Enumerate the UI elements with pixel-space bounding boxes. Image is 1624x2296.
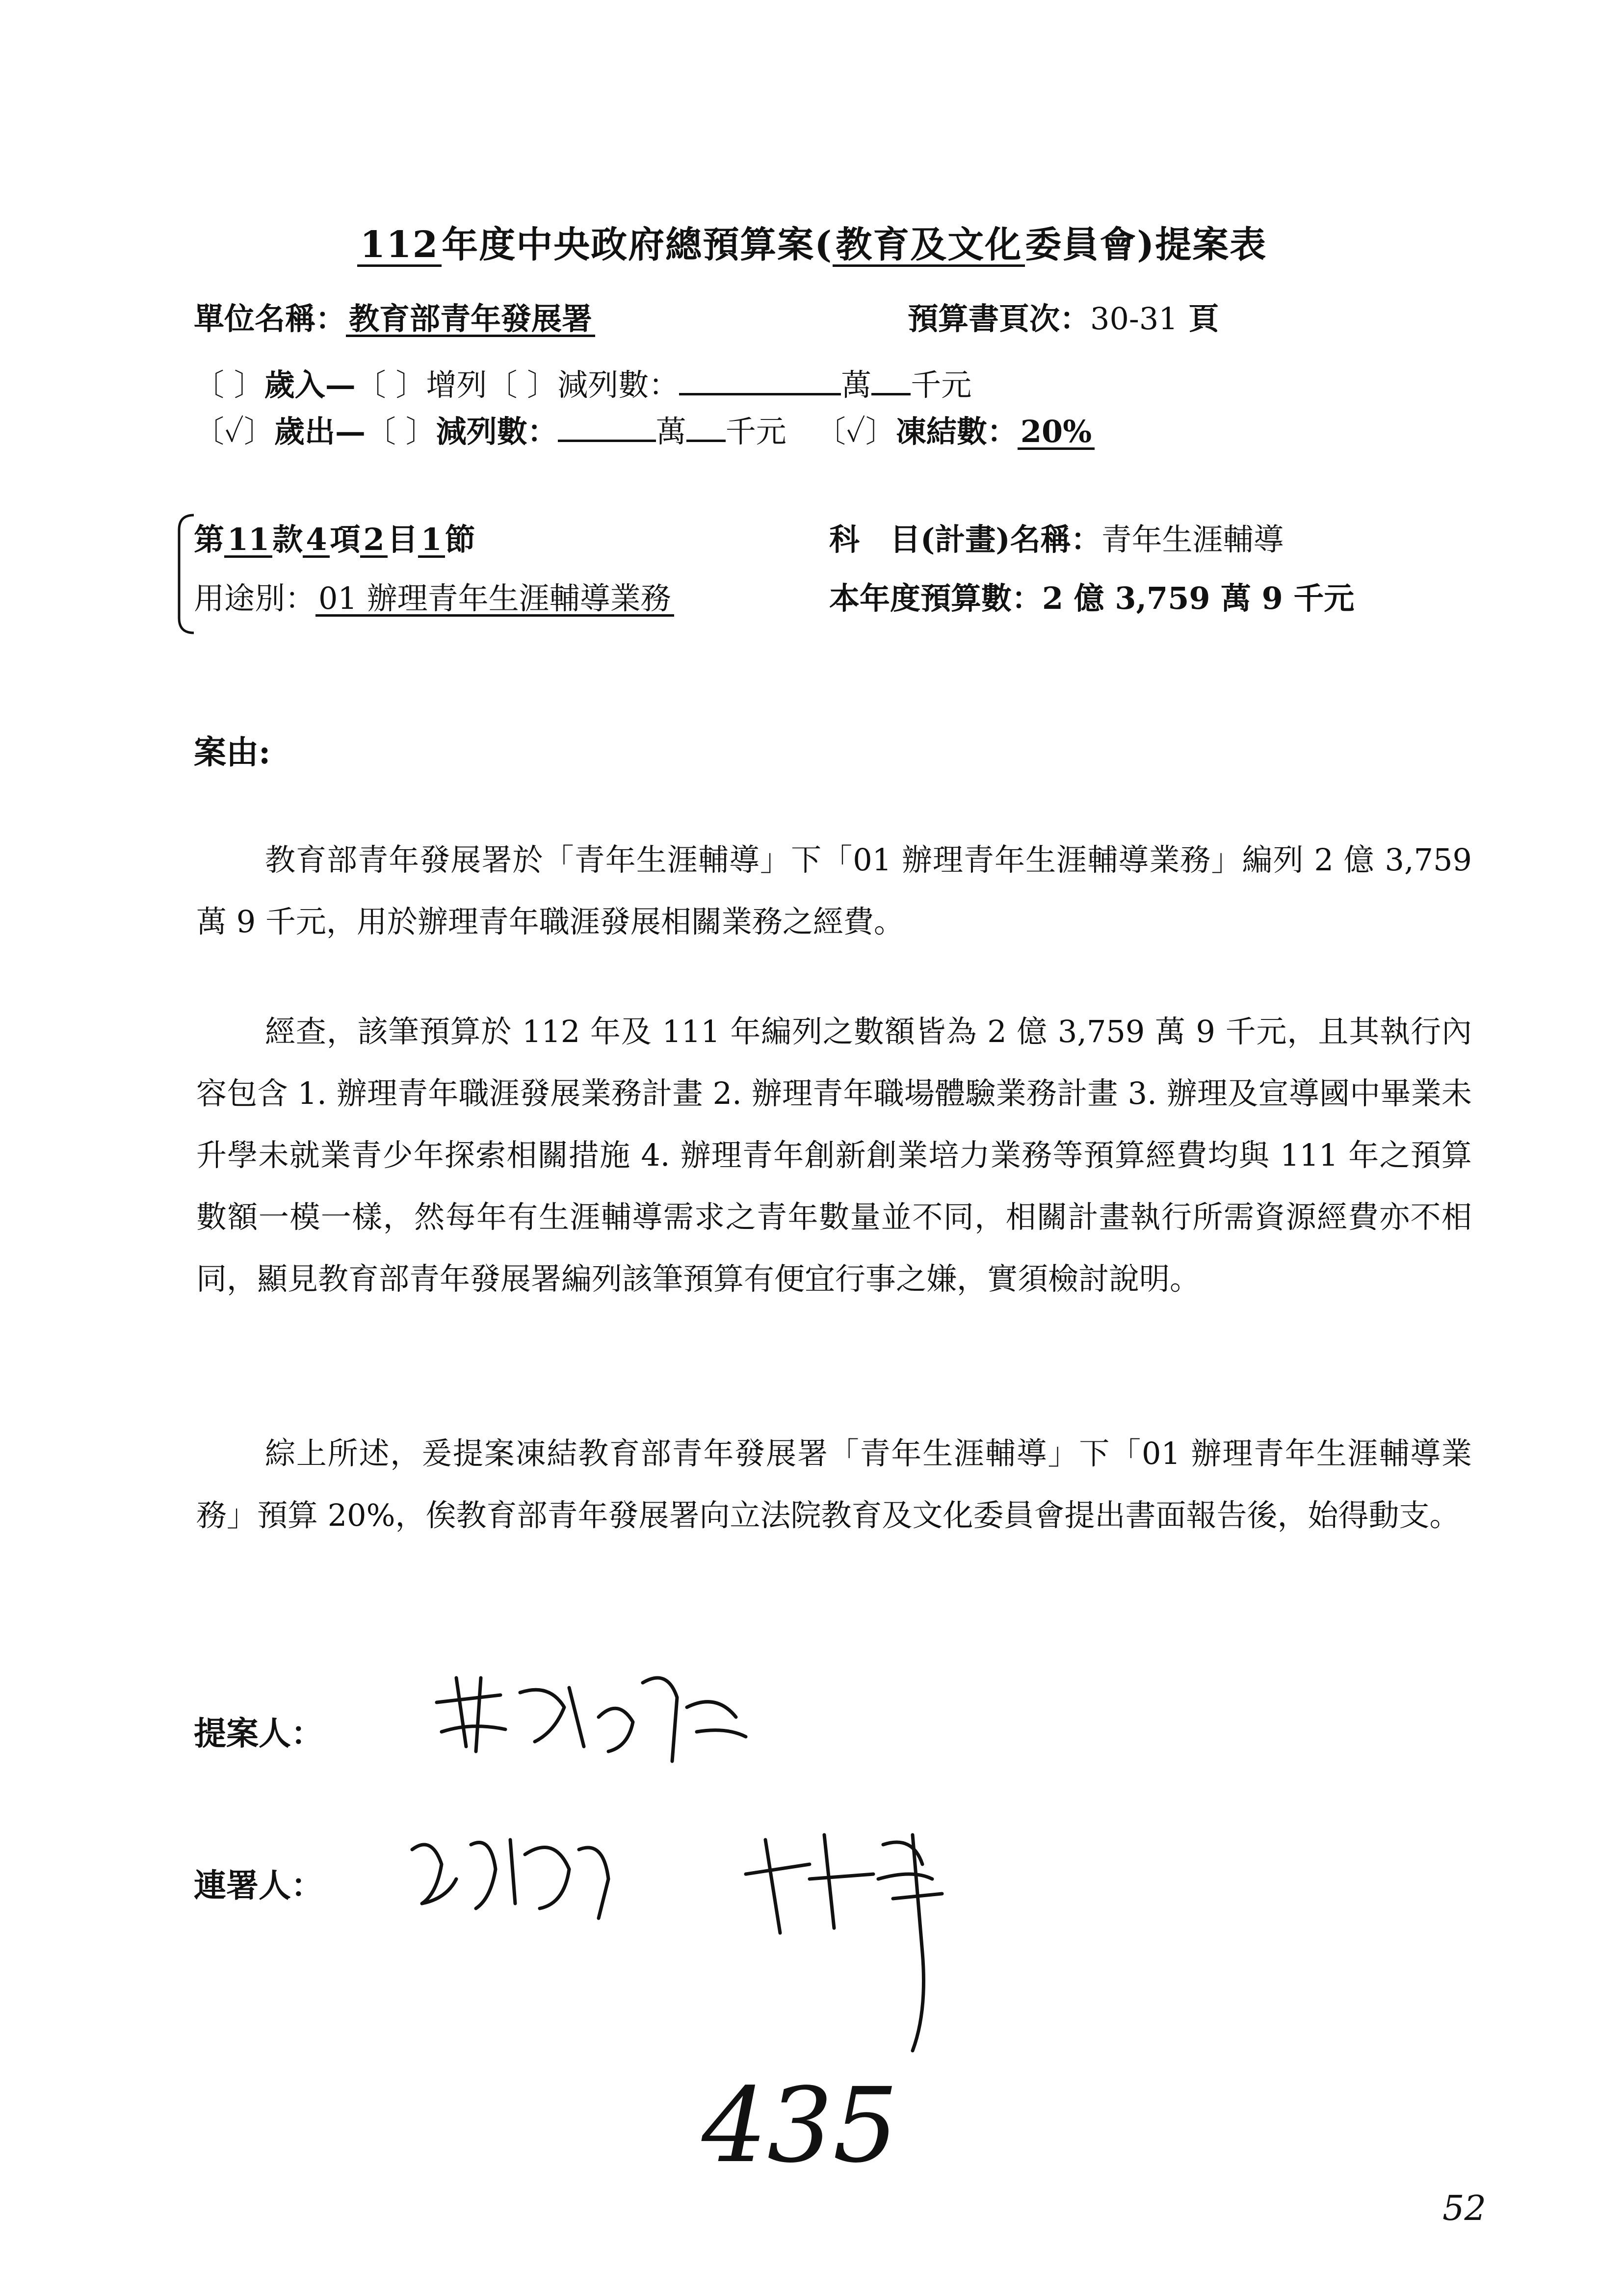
page-mark: 52 bbox=[1442, 2188, 1487, 2228]
page-unit: 頁 bbox=[1188, 301, 1219, 337]
page-title bbox=[0, 216, 1624, 268]
jie-number: 1 bbox=[418, 523, 445, 558]
exp-decrease-label: 減列數： bbox=[436, 414, 558, 449]
mu-number: 2 bbox=[360, 523, 387, 558]
proposer-label: 提案人： bbox=[194, 1714, 323, 1752]
page-label: 預算書頁次： bbox=[908, 301, 1091, 337]
reason-paragraph-1: 教育部青年發展署於「青年生涯輔導」下「01 辦理青年生涯輔導業務」編列 2 億 3,759 萬 9 千元，用於辦理青年職涯發展相關業務之經費。 bbox=[196, 842, 1472, 939]
decrease-label: 減列數： bbox=[557, 367, 680, 403]
increase-checkbox: 〔 〕 bbox=[355, 367, 426, 403]
kuan-number: 11 bbox=[224, 523, 272, 558]
proposer-signature bbox=[422, 1648, 775, 1776]
handwritten-number: 435 bbox=[702, 2065, 898, 2186]
cosigner-label: 連署人： bbox=[194, 1866, 323, 1905]
kuan-label: 款 bbox=[272, 522, 303, 557]
qian-blank bbox=[871, 365, 911, 395]
subject-value: 青年生涯輔導 bbox=[1101, 522, 1284, 557]
usage-label: 用途別： bbox=[194, 580, 316, 616]
wan-label: 萬 bbox=[841, 367, 872, 403]
unit-value: 教育部青年發展署 bbox=[346, 303, 595, 337]
title-end: 委員會)提案表 bbox=[1025, 224, 1267, 266]
classification-row bbox=[194, 515, 475, 559]
di-label: 第 bbox=[194, 522, 225, 557]
cosigner-signatures bbox=[393, 1805, 1079, 2061]
reason-heading: 案由: bbox=[194, 733, 271, 771]
decrease-checkbox: 〔 〕 bbox=[487, 367, 558, 403]
page-value: 30-31 bbox=[1090, 301, 1178, 337]
subject-label: 科 目(計畫)名稱： bbox=[829, 522, 1101, 557]
wan-blank bbox=[679, 365, 841, 395]
freeze-label: 凍結數： bbox=[895, 414, 1018, 449]
usage-row bbox=[194, 574, 674, 618]
title-committee: 教育及文化 bbox=[833, 226, 1025, 267]
subject-row bbox=[829, 515, 1284, 559]
increase-label: 增列 bbox=[426, 367, 487, 403]
revenue-line bbox=[194, 361, 971, 404]
expenditure-label: 歲出— bbox=[274, 414, 366, 449]
revenue-checkbox: 〔 〕 bbox=[194, 367, 264, 403]
unit-label: 單位名稱： bbox=[194, 301, 346, 337]
exp-wan-blank bbox=[558, 411, 656, 442]
exp-qian-blank bbox=[686, 411, 726, 442]
unit-row bbox=[194, 294, 595, 338]
usage-value: 01 辦理青年生涯輔導業務 bbox=[315, 582, 674, 617]
qian-label: 千元 bbox=[911, 367, 972, 403]
title-mid: 年度中央政府總預算案( bbox=[442, 224, 833, 266]
reason-paragraph-3: 綜上所述，爰提案凍結教育部青年發展署「青年生涯輔導」下「01 辦理青年生涯輔導業務」預算 20%，俟教育部青年發展署向立法院教育及文化委員會提出書面報告後，始得動支。 bbox=[196, 1435, 1472, 1533]
page-ref-row bbox=[908, 294, 1219, 338]
jie-label: 節 bbox=[445, 522, 475, 557]
mu-label: 目 bbox=[387, 522, 418, 557]
freeze-checkbox: 〔✓〕 bbox=[815, 414, 896, 449]
budget-row bbox=[829, 574, 1354, 618]
title-year: 112 bbox=[357, 226, 442, 267]
expenditure-line bbox=[194, 407, 1095, 451]
budget-value: 2 億 3,759 萬 9 千元 bbox=[1042, 580, 1355, 616]
xiang-label: 項 bbox=[330, 522, 361, 557]
exp-qian-label: 千元 bbox=[725, 414, 786, 449]
exp-decrease-checkbox: 〔 〕 bbox=[366, 414, 436, 449]
freeze-value: 20% bbox=[1018, 416, 1095, 450]
reason-paragraph-2: 經查，該筆預算於 112 年及 111 年編列之數額皆為 2 億 3,759 萬 9 千元，且其執行內容包含 1. 辦理青年職涯發展業務計畫 2. 辦理青年職場體驗業務計畫 3. 辦理及宣導國中畢業未升學未就業青少年探索相關措施 4. 辦理青年創新創業培力業務等預算經費均與 111 年之預算數額一模一樣，然每年有生涯輔導需求之青年數量並不同，相關計畫執行所需資源經費亦不相同，顯見教育部青年發展署編列該筆預算有便宜行事之嫌，實須檢討說明。 bbox=[196, 1014, 1472, 1297]
revenue-label: 歲入— bbox=[264, 367, 356, 403]
budget-label: 本年度預算數： bbox=[829, 580, 1043, 616]
expenditure-checkbox: 〔✓〕 bbox=[194, 414, 274, 449]
exp-wan-label: 萬 bbox=[655, 414, 686, 449]
xiang-number: 4 bbox=[303, 523, 330, 558]
